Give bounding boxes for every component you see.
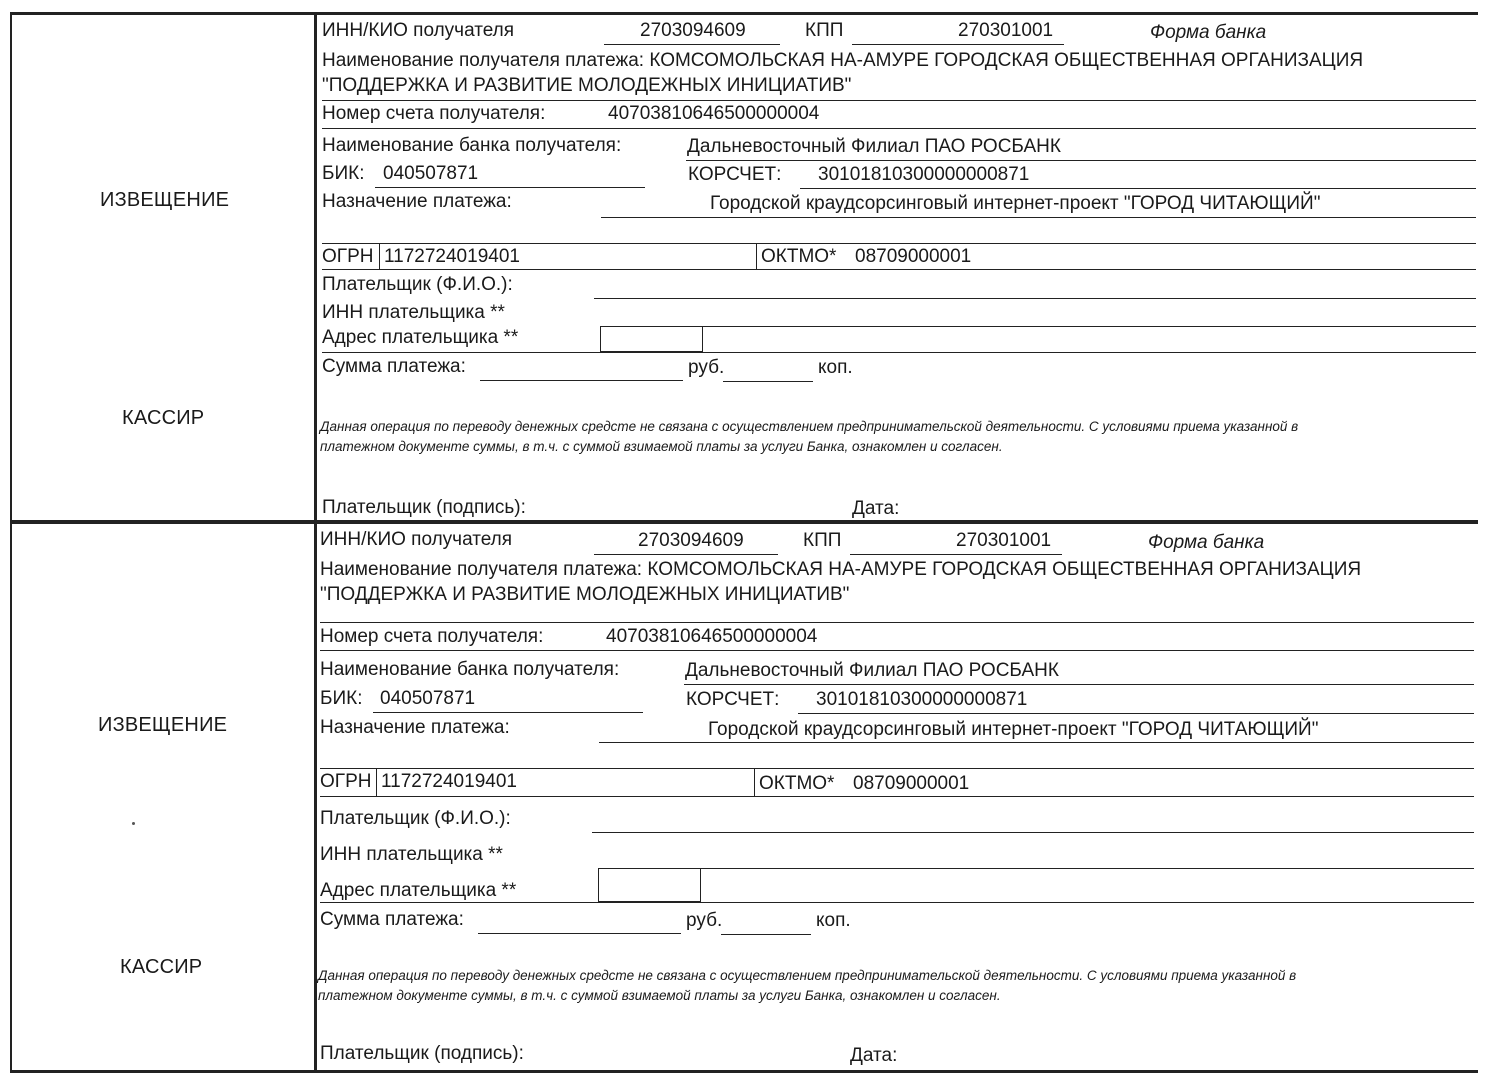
inn-value: 2703094609 xyxy=(640,20,746,41)
account-underline xyxy=(322,128,1476,129)
recipient-name-line2: "ПОДДЕРЖКА И РАЗВИТИЕ МОЛОДЕЖНЫХ ИНИЦИАТИВ" xyxy=(322,75,852,96)
purpose-label: Назначение платежа: xyxy=(320,717,510,738)
bik-underline xyxy=(375,187,645,188)
bik-label: БИК: xyxy=(322,163,365,184)
purpose-underline xyxy=(601,217,1476,218)
korschet-label: КОРСЧЕТ: xyxy=(688,164,782,185)
disclaimer-line2: платежном документе суммы, в т.ч. с суммой взимаемой платы за услуги Банка, ознакомлен и согласен. xyxy=(318,988,1001,1003)
notice-label: ИЗВЕЩЕНИЕ xyxy=(100,189,230,211)
purpose-label: Назначение платежа: xyxy=(322,191,512,212)
payer-inn-label: ИНН плательщика ** xyxy=(320,844,503,865)
korschet-underline xyxy=(798,713,1474,714)
notice-stub-column xyxy=(10,15,317,523)
purpose-value: Городской краудсорсинговый интернет-проект "ГОРОД ЧИТАЮЩИЙ" xyxy=(710,193,1321,214)
bank-name-label: Наименование банка получателя: xyxy=(320,659,620,680)
date-label: Дата: xyxy=(850,1045,898,1066)
disclaimer-line1: Данная операция по переводу денежных средстe не связана с осуществлением предпринимательской деятельности. С условиями приема указанной в xyxy=(320,419,1299,434)
kpp-value: 270301001 xyxy=(956,530,1052,551)
amount-label: Сумма платежа: xyxy=(320,909,464,930)
bank-form-label: Форма банка xyxy=(1150,22,1267,43)
korschet-value: 30101810300000000871 xyxy=(816,689,1028,710)
disclaimer-line2: платежном документе суммы, в т.ч. с суммой взимаемой платы за услуги Банка, ознакомлен и согласен. xyxy=(320,439,1003,454)
payer-address-label: Адрес плательщика ** xyxy=(320,880,517,901)
inn-label: ИНН/КИО получателя xyxy=(322,20,515,41)
ogrn-top-line xyxy=(322,243,1476,244)
kpp-underline xyxy=(852,44,1064,45)
recipient-name-line1: Наименование получателя платежа: КОМСОМОЛЬСКАЯ НА-АМУРЕ ГОРОДСКАЯ ОБЩЕСТВЕННАЯ ОРГАНИЗАЦИЯ xyxy=(322,50,1364,71)
account-label: Номер счета получателя: xyxy=(322,103,546,124)
payer-inn-line xyxy=(598,868,1474,869)
ogrn-divider xyxy=(376,768,377,796)
korschet-value: 30101810300000000871 xyxy=(818,164,1030,185)
disclaimer-line1: Данная операция по переводу денежных средстe не связана с осуществлением предпринимательской деятельности. С условиями приема указанной в xyxy=(318,968,1297,983)
ogrn-bottom-line xyxy=(320,796,1474,797)
kpp-label: КПП xyxy=(803,530,842,551)
payer-address-underline xyxy=(320,902,1474,903)
kop-label: коп. xyxy=(816,910,851,931)
bank-name-value: Дальневосточный Филиал ПАО РОСБАНК xyxy=(687,136,1061,157)
kpp-underline xyxy=(850,554,1062,555)
payment-notice-bottom xyxy=(10,520,1478,1073)
recipient-name-line2: "ПОДДЕРЖКА И РАЗВИТИЕ МОЛОДЕЖНЫХ ИНИЦИАТИВ" xyxy=(320,584,850,605)
payer-name-underline xyxy=(594,298,1476,299)
amount-label: Сумма платежа: xyxy=(322,356,466,377)
kpp-value: 270301001 xyxy=(958,20,1054,41)
notice-label: ИЗВЕЩЕНИЕ xyxy=(98,714,228,736)
inn-label: ИНН/КИО получателя xyxy=(320,529,513,550)
oktmo-value: 08709000001 xyxy=(853,773,970,794)
oktmo-divider xyxy=(756,243,757,269)
rub-label: руб. xyxy=(686,910,723,931)
payer-address-underline xyxy=(322,352,1476,353)
account-value: 40703810646500000004 xyxy=(606,626,818,647)
payer-inn-line xyxy=(600,326,1476,327)
ogrn-bottom-line xyxy=(322,269,1476,270)
cashier-label: КАССИР xyxy=(122,407,205,429)
bank-name-value: Дальневосточный Филиал ПАО РОСБАНК xyxy=(685,660,1059,681)
ogrn-label: ОГРН xyxy=(322,246,374,267)
bank-form-label: Форма банка xyxy=(1148,532,1265,553)
kpp-label: КПП xyxy=(805,20,844,41)
amount-kop-underline[interactable] xyxy=(721,934,811,935)
date-label: Дата: xyxy=(852,498,900,519)
payer-name-label: Плательщик (Ф.И.О.): xyxy=(322,274,513,295)
ogrn-label: ОГРН xyxy=(320,771,372,792)
scan-speck xyxy=(132,822,135,825)
ogrn-divider xyxy=(379,243,380,269)
payer-name-underline xyxy=(592,832,1474,833)
korschet-label: КОРСЧЕТ: xyxy=(686,689,780,710)
bank-name-label: Наименование банка получателя: xyxy=(322,135,622,156)
recipient-underline xyxy=(322,100,1476,101)
cashier-label: КАССИР xyxy=(120,956,203,978)
payer-inn-label: ИНН плательщика ** xyxy=(322,302,505,323)
bik-underline xyxy=(373,712,643,713)
recipient-underline xyxy=(320,622,1474,623)
purpose-underline xyxy=(599,742,1474,743)
payer-inn-box[interactable] xyxy=(600,326,703,352)
bik-value: 040507871 xyxy=(383,163,479,184)
account-label: Номер счета получателя: xyxy=(320,626,544,647)
signature-label: Плательщик (подпись): xyxy=(320,1043,524,1064)
payer-inn-box[interactable] xyxy=(598,868,701,902)
inn-underline xyxy=(604,44,780,45)
purpose-value: Городской краудсорсинговый интернет-проект "ГОРОД ЧИТАЮЩИЙ" xyxy=(708,719,1319,740)
amount-rub-underline[interactable] xyxy=(480,380,683,381)
recipient-name-line1: Наименование получателя платежа: КОМСОМОЛЬСКАЯ НА-АМУРЕ ГОРОДСКАЯ ОБЩЕСТВЕННАЯ ОРГАНИЗАЦИЯ xyxy=(320,559,1362,580)
bik-value: 040507871 xyxy=(380,688,476,709)
amount-rub-underline[interactable] xyxy=(478,933,681,934)
ogrn-value: 1172724019401 xyxy=(384,246,520,267)
korschet-underline xyxy=(800,188,1476,189)
notice-stub-column xyxy=(10,524,317,1070)
signature-label: Плательщик (подпись): xyxy=(322,497,526,518)
bank-name-underline xyxy=(686,160,1476,161)
oktmo-divider xyxy=(754,768,755,796)
payment-notice-top xyxy=(10,12,1478,523)
payer-address-label: Адрес плательщика ** xyxy=(322,327,519,348)
inn-underline xyxy=(594,554,778,555)
amount-kop-underline[interactable] xyxy=(723,381,813,382)
oktmo-label: ОКТМО* xyxy=(759,773,835,794)
account-underline xyxy=(320,650,1474,651)
kop-label: коп. xyxy=(818,357,853,378)
oktmo-value: 08709000001 xyxy=(855,246,972,267)
ogrn-value: 1172724019401 xyxy=(381,771,517,792)
bik-label: БИК: xyxy=(320,688,363,709)
account-value: 40703810646500000004 xyxy=(608,103,820,124)
payer-name-label: Плательщик (Ф.И.О.): xyxy=(320,808,511,829)
inn-value: 2703094609 xyxy=(638,530,744,551)
bank-name-underline xyxy=(684,684,1474,685)
oktmo-label: ОКТМО* xyxy=(761,246,837,267)
ogrn-top-line xyxy=(320,768,1474,769)
rub-label: руб. xyxy=(688,357,725,378)
